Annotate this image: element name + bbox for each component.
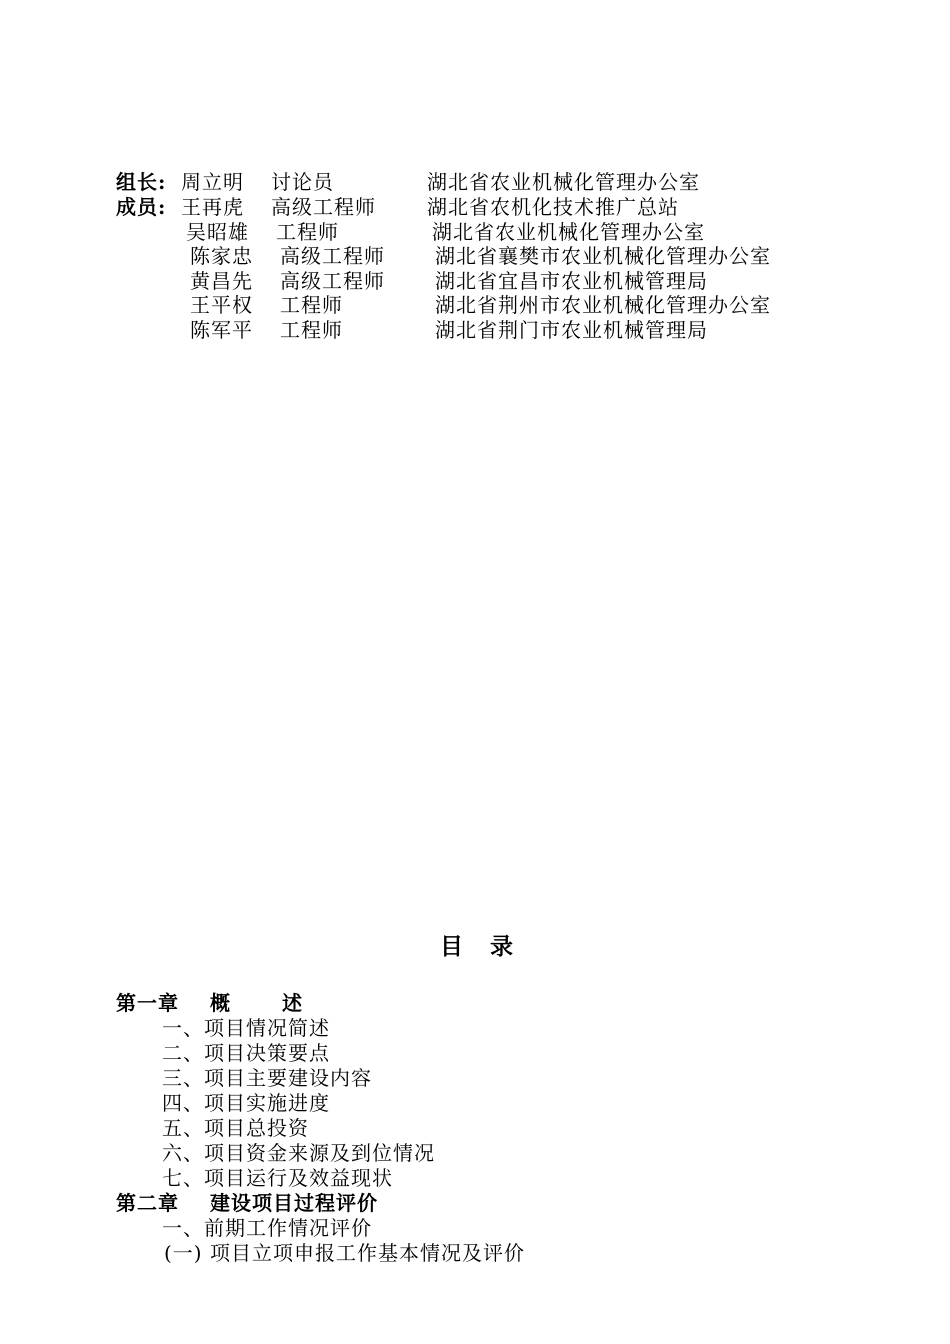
leader-title: 讨论员 [271,170,334,194]
member-org: 湖北省农机化技术推广总站 [427,195,679,219]
chapter-title: 建设项目过程评价 [210,1191,378,1215]
member-title: 高级工程师 [280,269,385,293]
toc-title-right: 录 [490,933,513,960]
toc-item: 一、前期工作情况评价 [162,1216,372,1240]
toc-item: 四、项目实施进度 [162,1091,330,1115]
member-name: 黄昌先 [190,269,253,293]
member-org: 湖北省荆州市农业机械化管理办公室 [435,293,771,317]
member-title: 工程师 [280,318,343,342]
member-name: 王平权 [190,293,253,317]
toc-item: 三、项目主要建设内容 [162,1066,372,1090]
toc-item: 二、项目决策要点 [162,1041,330,1065]
chapter-title: 概 [210,991,231,1015]
leader-label: 组长: [116,170,167,194]
toc-item: 六、项目资金来源及到位情况 [162,1141,435,1165]
member-org: 湖北省荆门市农业机械管理局 [435,318,708,342]
member-title: 工程师 [280,293,343,317]
member-org: 湖北省宜昌市农业机械管理局 [435,269,708,293]
toc-title-left: 目 [440,933,463,960]
member-name: 陈家忠 [190,244,253,268]
member-name: 王再虎 [181,195,244,219]
chapter-number: 第二章 [116,1191,179,1215]
member-name: 陈军平 [190,318,253,342]
toc-item: 五、项目总投资 [162,1116,309,1140]
chapter-number: 第一章 [116,991,179,1015]
toc-item: 七、项目运行及效益现状 [162,1166,393,1190]
member-title: 工程师 [276,220,339,244]
leader-name: 周立明 [181,170,244,194]
member-name: 吴昭雄 [186,220,249,244]
toc-item: 一、项目情况简述 [162,1016,330,1040]
leader-org: 湖北省农业机械化管理办公室 [427,170,700,194]
member-org: 湖北省襄樊市农业机械化管理办公室 [435,244,771,268]
members-label: 成员: [116,195,167,219]
member-org: 湖北省农业机械化管理办公室 [432,220,705,244]
member-title: 高级工程师 [271,195,376,219]
chapter-title: 述 [282,991,303,1015]
toc-subitem: (一) 项目立项申报工作基本情况及评价 [164,1241,525,1265]
member-title: 高级工程师 [280,244,385,268]
